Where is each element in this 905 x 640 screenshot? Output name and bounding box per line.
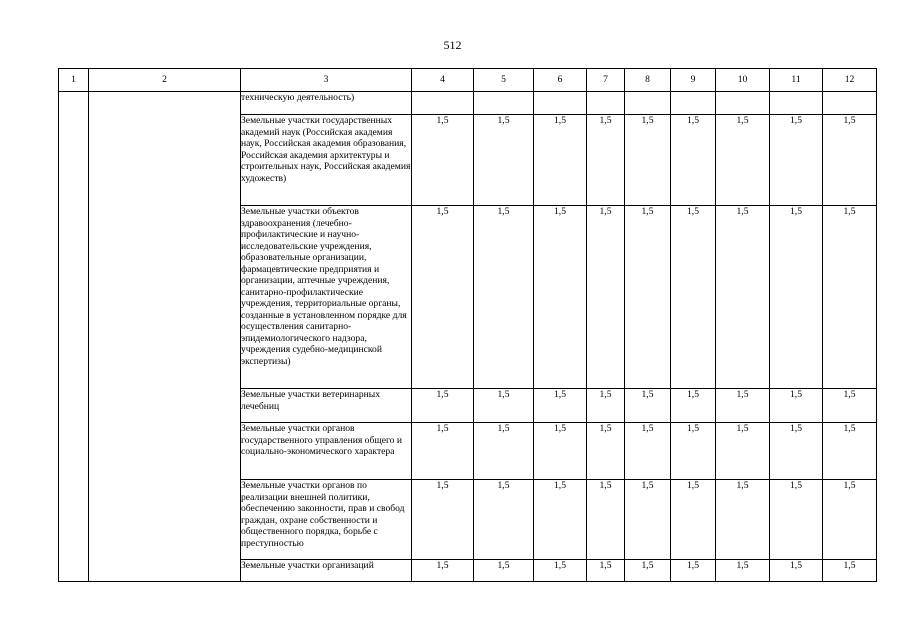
value-cell: 1,5 — [823, 206, 877, 389]
value-cell: 1,5 — [716, 115, 770, 206]
value-cell: 1,5 — [671, 423, 716, 480]
value-cell: 1,5 — [474, 480, 534, 560]
column-header: 2 — [89, 69, 241, 92]
value-cell: 1,5 — [770, 480, 823, 560]
value-cell — [716, 92, 770, 115]
value-cell: 1,5 — [671, 560, 716, 582]
column-header: 9 — [671, 69, 716, 92]
column-header: 8 — [625, 69, 671, 92]
value-cell: 1,5 — [534, 389, 587, 423]
column-header: 3 — [241, 69, 412, 92]
column-header: 12 — [823, 69, 877, 92]
value-cell: 1,5 — [474, 206, 534, 389]
value-cell: 1,5 — [534, 423, 587, 480]
value-cell: 1,5 — [412, 206, 474, 389]
empty-cell-col2 — [89, 92, 241, 582]
row-description: Земельные участки ветеринарных лечебниц — [241, 389, 412, 423]
value-cell: 1,5 — [671, 389, 716, 423]
header-row — [59, 69, 877, 92]
value-cell — [671, 92, 716, 115]
value-cell — [534, 92, 587, 115]
value-cell: 1,5 — [587, 480, 625, 560]
row-description: Земельные участки органов по реализации внешней политики, обеспечению законности, прав и свобод граждан, охране собственности и общественного порядка, борьбе с преступностью — [241, 480, 412, 560]
value-cell: 1,5 — [534, 206, 587, 389]
value-cell: 1,5 — [412, 115, 474, 206]
value-cell: 1,5 — [587, 423, 625, 480]
value-cell: 1,5 — [587, 560, 625, 582]
value-cell: 1,5 — [625, 480, 671, 560]
value-cell: 1,5 — [823, 423, 877, 480]
tariff-table — [58, 68, 877, 582]
value-cell: 1,5 — [534, 560, 587, 582]
value-cell: 1,5 — [625, 389, 671, 423]
value-cell: 1,5 — [716, 423, 770, 480]
value-cell: 1,5 — [534, 480, 587, 560]
value-cell: 1,5 — [770, 560, 823, 582]
page-number: 512 — [443, 38, 462, 52]
value-cell — [823, 92, 877, 115]
column-header: 1 — [59, 69, 89, 92]
column-header: 10 — [716, 69, 770, 92]
value-cell: 1,5 — [671, 206, 716, 389]
row-description: Земельные участки государственных академий наук (Российская академия наук, Российская академия образования, Российская академия архитектуры и строительных наук, Российская академия художеств) — [241, 115, 412, 206]
value-cell: 1,5 — [716, 560, 770, 582]
row-description: Земельные участки организаций — [241, 560, 412, 582]
value-cell: 1,5 — [770, 423, 823, 480]
value-cell: 1,5 — [587, 389, 625, 423]
value-cell: 1,5 — [534, 115, 587, 206]
value-cell: 1,5 — [474, 115, 534, 206]
value-cell: 1,5 — [474, 560, 534, 582]
value-cell: 1,5 — [770, 206, 823, 389]
value-cell: 1,5 — [823, 115, 877, 206]
value-cell: 1,5 — [823, 560, 877, 582]
value-cell — [587, 92, 625, 115]
value-cell: 1,5 — [716, 389, 770, 423]
column-header: 5 — [474, 69, 534, 92]
value-cell: 1,5 — [412, 389, 474, 423]
value-cell: 1,5 — [671, 480, 716, 560]
value-cell — [474, 92, 534, 115]
value-cell: 1,5 — [587, 115, 625, 206]
value-cell: 1,5 — [625, 115, 671, 206]
value-cell: 1,5 — [474, 423, 534, 480]
value-cell: 1,5 — [823, 389, 877, 423]
value-cell: 1,5 — [412, 560, 474, 582]
value-cell: 1,5 — [823, 480, 877, 560]
column-header: 11 — [770, 69, 823, 92]
value-cell — [770, 92, 823, 115]
row-description: Земельные участки органов государственного управления общего и социально-экономического характера — [241, 423, 412, 480]
table-row — [59, 92, 877, 115]
column-header: 4 — [412, 69, 474, 92]
value-cell: 1,5 — [716, 206, 770, 389]
value-cell: 1,5 — [625, 560, 671, 582]
value-cell — [412, 92, 474, 115]
column-header: 6 — [534, 69, 587, 92]
value-cell: 1,5 — [716, 480, 770, 560]
row-description: Земельные участки объектов здравоохранения (лечебно-профилактические и научно-исследовательские учреждения, образовательные организации, фармацевтические предприятия и организации, аптечные учреждения, санитарно-профилактические учреждения, территориальные органы, созданные в установленном порядке для осуществления санитарно-эпидемиологического надзора, учреждения судебно-медицинской экспертизы) — [241, 206, 412, 389]
value-cell: 1,5 — [412, 480, 474, 560]
value-cell: 1,5 — [474, 389, 534, 423]
empty-cell-col1 — [59, 92, 89, 582]
value-cell — [625, 92, 671, 115]
value-cell: 1,5 — [625, 423, 671, 480]
row-description: техническую деятельность) — [241, 92, 412, 115]
column-header: 7 — [587, 69, 625, 92]
value-cell: 1,5 — [671, 115, 716, 206]
value-cell: 1,5 — [770, 389, 823, 423]
value-cell: 1,5 — [587, 206, 625, 389]
value-cell: 1,5 — [412, 423, 474, 480]
value-cell: 1,5 — [770, 115, 823, 206]
value-cell: 1,5 — [625, 206, 671, 389]
